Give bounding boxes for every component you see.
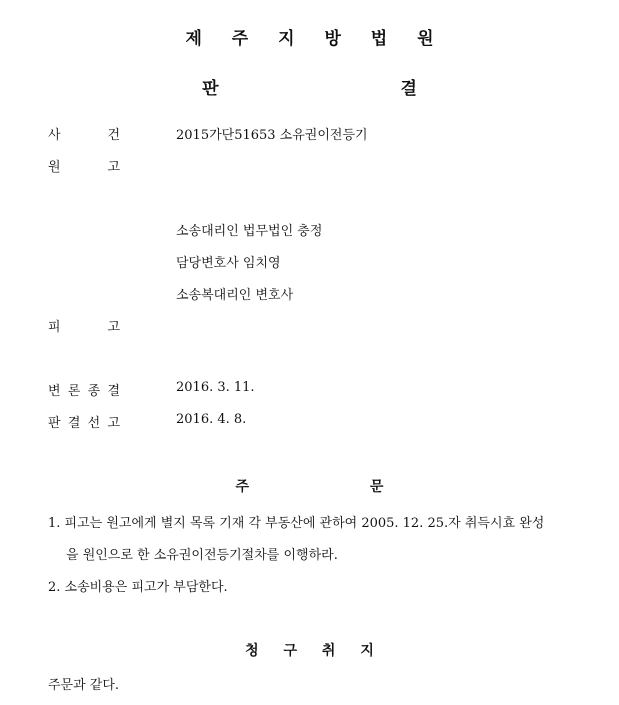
plaintiff-counsel-firm: 소송대리인 법무법인 충정 <box>176 224 323 239</box>
closing-label-char: 변 <box>48 384 61 399</box>
ruling-label-char: 선 <box>87 416 101 431</box>
plaintiff-sub-counsel: 소송복대리인 변호사 <box>176 288 294 303</box>
case-number: 2015가단51653 소유권이전등기 <box>176 128 368 143</box>
document-type: 판 결 <box>202 79 505 99</box>
order-heading: 주 문 <box>235 479 442 495</box>
case-label <box>48 124 120 143</box>
defendant-label-char: 피 <box>48 320 61 335</box>
defendant-label <box>48 316 120 335</box>
defendant-label-char: 고 <box>107 320 120 335</box>
plaintiff-attorney: 담당변호사 임치영 <box>176 256 281 271</box>
ruling-label <box>48 412 120 431</box>
order-item-1-line-1: 1. 피고는 원고에게 별지 목록 기재 각 부동산에 관하여 2005. 12. 25.자 취득시효 완성 <box>48 516 545 531</box>
plaintiff-label <box>48 156 120 175</box>
closing-label <box>48 380 120 399</box>
ruling-label-char: 판 <box>48 416 61 431</box>
closing-label-char: 결 <box>107 384 120 399</box>
plaintiff-label-char: 고 <box>107 160 120 175</box>
court-name: 제 주 지 방 법 원 <box>185 29 446 49</box>
closing-date: 2016. 3. 11. <box>176 380 255 395</box>
order-item-1-line-2: 을 원인으로 한 소유권이전등기절차를 이행하라. <box>66 548 338 563</box>
claim-heading: 청 구 취 지 <box>245 643 384 659</box>
claim-text: 주문과 같다. <box>48 678 120 693</box>
closing-label-char: 종 <box>87 384 101 399</box>
ruling-label-char: 고 <box>107 416 120 431</box>
plaintiff-label-char: 원 <box>48 160 61 175</box>
ruling-date: 2016. 4. 8. <box>176 412 247 427</box>
ruling-label-char: 결 <box>67 416 81 431</box>
order-item-2: 2. 소송비용은 피고가 부담한다. <box>48 580 228 595</box>
closing-label-char: 론 <box>67 384 81 399</box>
case-label-char: 사 <box>48 128 61 143</box>
case-label-char: 건 <box>107 128 120 143</box>
